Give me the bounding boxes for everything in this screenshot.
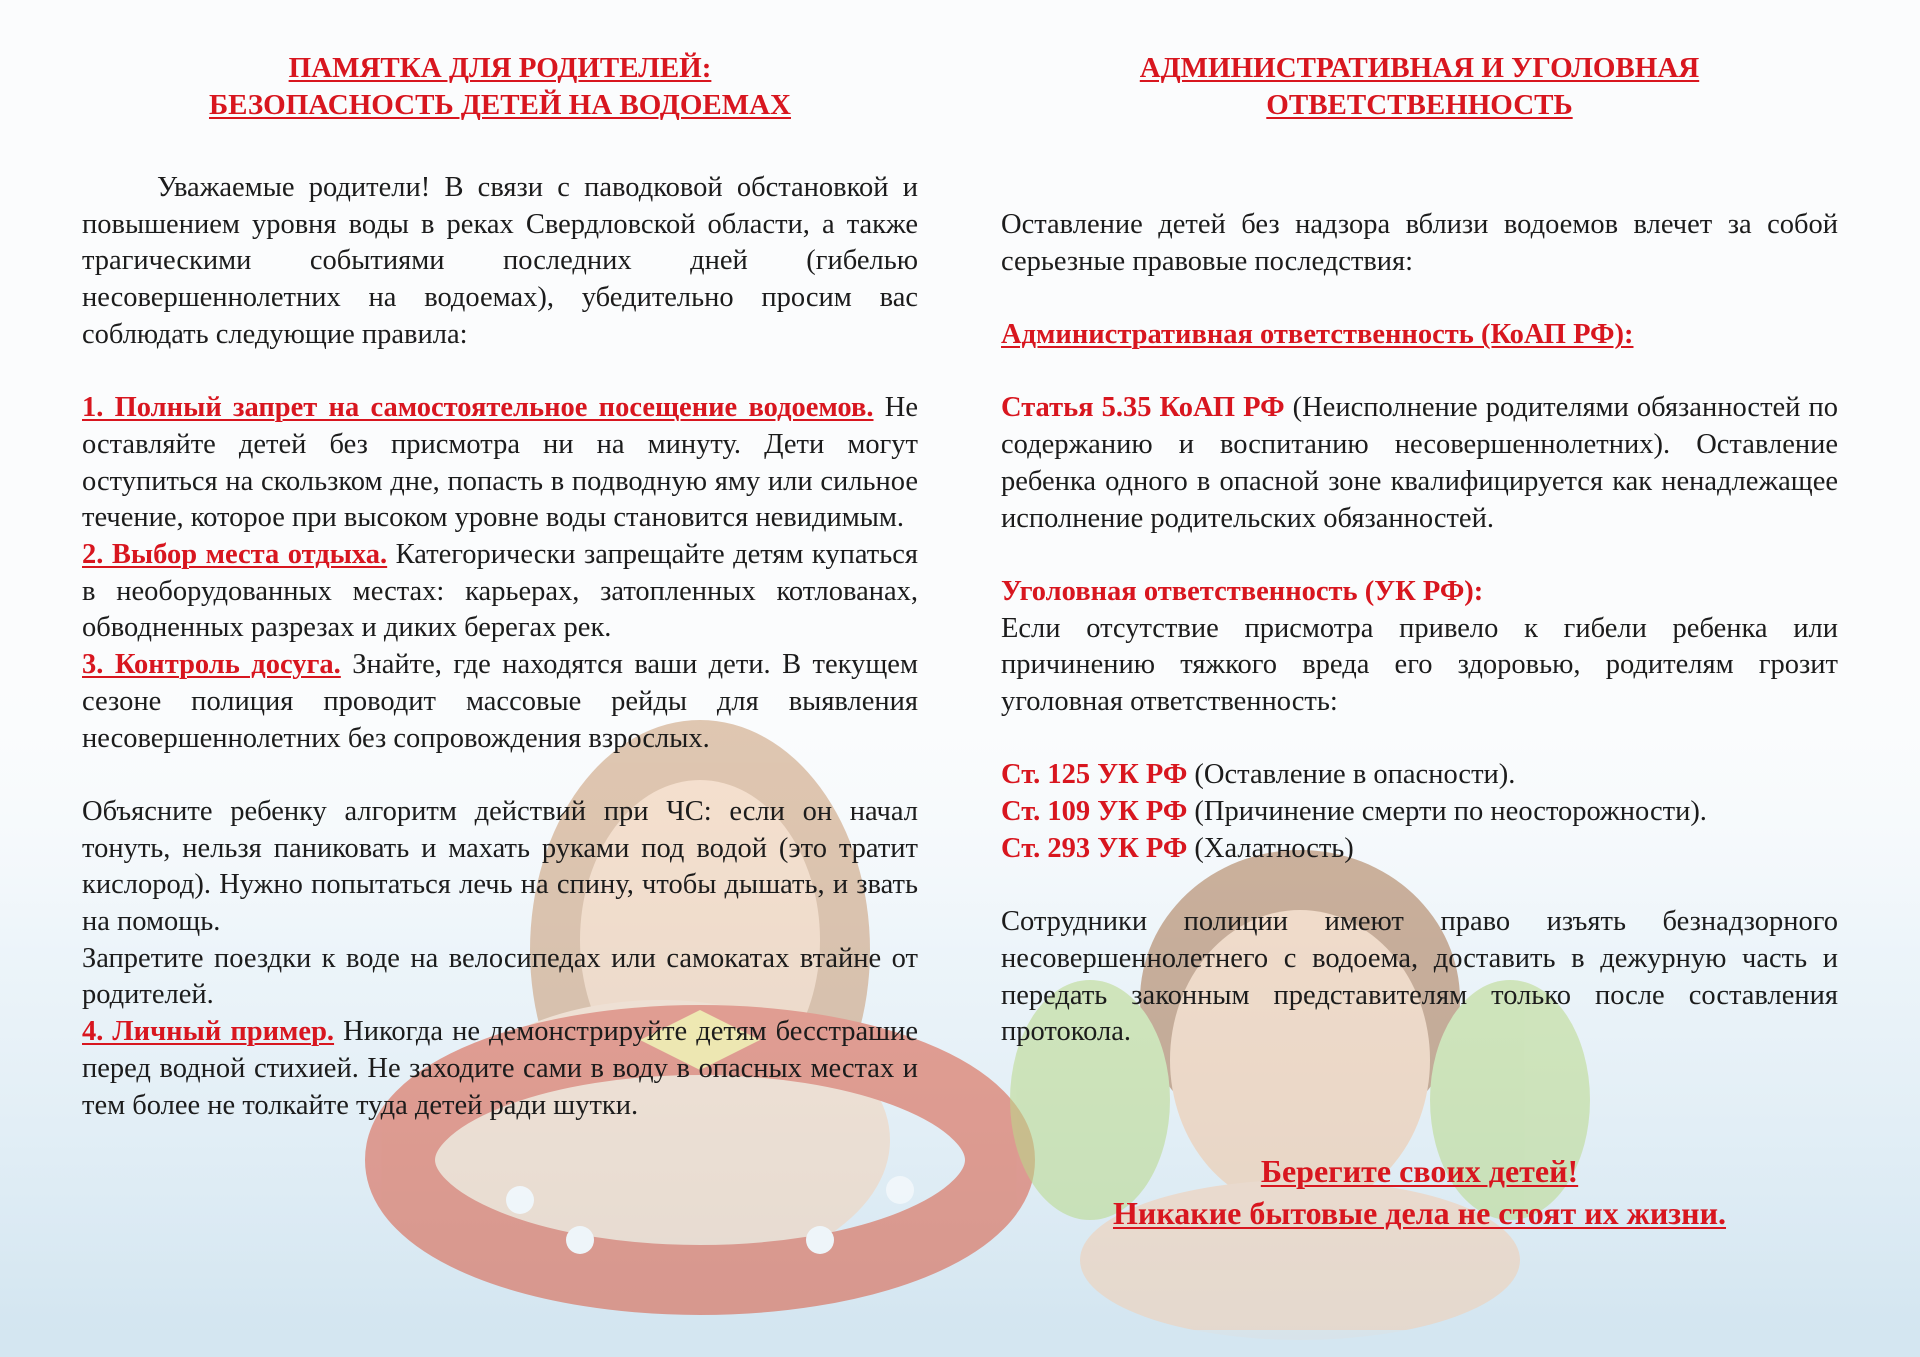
article-109: Ст. 109 УК РФ (Причинение смерти по неосторожности).	[1001, 796, 1707, 828]
rule-1: 1. Полный запрет на самостоятельное посещение водоемов. Не оставляйте детей без присмотра ни на минуту. Дети могут оступиться на скользком дне, попасть в подводную яму или сильное течение, которое при высоком уровне воды становится невидимым.	[82, 392, 918, 534]
criminal-heading: Уголовная ответственность (УК РФ):	[1001, 575, 1484, 607]
closing-message: Берегите своих детей! Никакие бытовые дела не стоят их жизни.	[1112, 1153, 1727, 1231]
article-293: Ст. 293 УК РФ (Халатность)	[1001, 832, 1354, 864]
rule-4: 4. Личный пример. Никогда не демонстрируйте детям бесстрашие перед водной стихией. Не заходите сами в воду в опасных местах и тем более не толкайте туда детей ради шутки.	[82, 1016, 918, 1121]
intro-paragraph: Уважаемые родители! В связи с паводковой обстановкой и повышением уровня воды в реках Свердловской области, а также трагическими событиями последних дней (гибелью несовершеннолетних на водоемах), убедительно просим вас соблюдать следующие правила:	[82, 172, 918, 350]
left-title: ПАМЯТКА ДЛЯ РОДИТЕЛЕЙ: БЕЗОПАСНОСТЬ ДЕТЕЙ НА ВОДОЕМАХ	[208, 52, 791, 121]
right-intro: Оставление детей без надзора вблизи водоемов влечет за собой серьезные правовые последствия:	[1001, 209, 1838, 277]
article-125: Ст. 125 УК РФ (Оставление в опасности).	[1001, 759, 1516, 791]
right-body	[1001, 207, 1838, 1051]
article-535: Статья 5.35 КоАП РФ (Неисполнение родителями обязанностей по содержанию и воспитанию несовершеннолетних). Оставление ребенка одного в опасной зоне квалифицируется как ненадлежащее исполнение родительских обязанностей.	[1001, 392, 1838, 534]
left-body	[82, 170, 918, 1124]
admin-heading: Административная ответственность (КоАП РФ):	[1001, 319, 1634, 351]
police-paragraph: Сотрудники полиции имеют право изъять безнадзорного несовершеннолетнего с водоема, доставить в дежурную часть и передать законным представителям только после составления протокола.	[1001, 906, 1838, 1048]
forbid-paragraph: Запретите поездки к воде на велосипедах или самокатах втайне от родителей.	[82, 942, 918, 1011]
criminal-text: Если отсутствие присмотра привело к гибели ребенка или причинению тяжкого вреда его здоровью, родителям грозит уголовная ответственность:	[1001, 612, 1838, 718]
right-column	[1001, 50, 1838, 1051]
right-title: АДМИНИСТРАТИВНАЯ И УГОЛОВНАЯ ОТВЕТСТВЕННОСТЬ	[1139, 52, 1700, 121]
rule-2: 2. Выбор места отдыха. Категорически запрещайте детям купаться в необорудованных местах: карьерах, затопленных котлованах, обводненных разрезах и диких берегах рек.	[82, 539, 919, 644]
left-column	[82, 50, 918, 1124]
explain-paragraph: Объясните ребенку алгоритм действий при ЧС: если он начал тонуть, нельзя паниковать и махать руками под водой (это тратит кислород). Нужно попытаться лечь на спину, чтобы дышать, и звать на помощь.	[82, 795, 918, 938]
rule-3: 3. Контроль досуга. Знайте, где находятся ваши дети. В текущем сезоне полиция проводит массовые рейды для выявления несовершеннолетних без сопровождения взрослых.	[82, 649, 918, 754]
